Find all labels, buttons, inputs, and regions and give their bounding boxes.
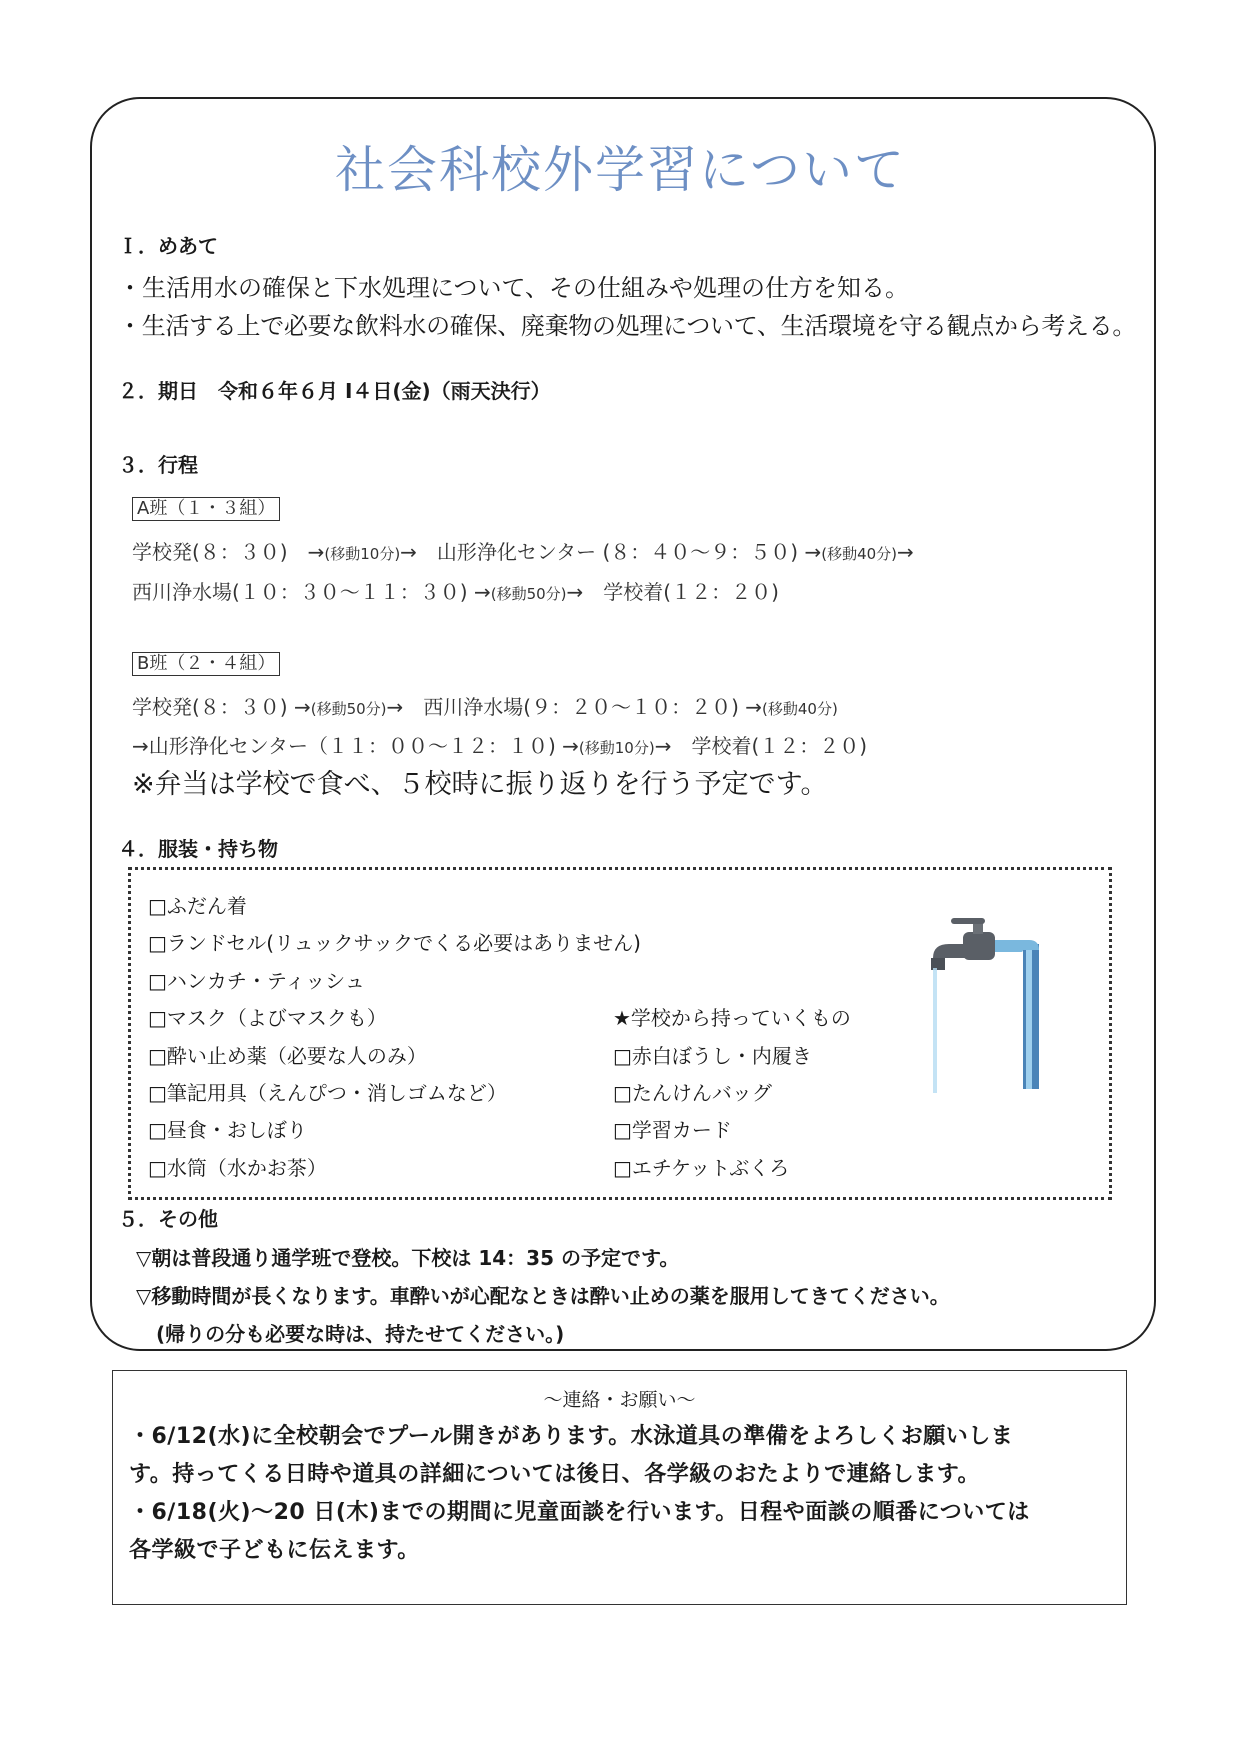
notice-title: ～連絡・お願い～ — [543, 1389, 696, 1411]
item-handkerchief: □ハンカチ・ティッシュ — [148, 969, 365, 993]
item-clothes: □ふだん着 — [148, 894, 247, 918]
item-card: □学習カード — [613, 1118, 732, 1142]
group-a-line-2: 西川浄水場(１０：３０～１１：３０) →(移動50分)→ 学校着(１２：２０) — [132, 580, 779, 604]
other-heading: ５．その他 — [118, 1207, 218, 1231]
group-b-line-2: →山形浄化センター（１１：００～１２：１０) →(移動10分)→ 学校着(１２：２０) — [132, 734, 868, 758]
other-line-1: ▽朝は普段通り通学班で登校。下校は 14：35 の予定です。 — [136, 1246, 680, 1270]
section1-heading: Ｉ．めあて — [118, 234, 218, 258]
date-heading: ２．期日 令和６年６月 I４日(金)（雨天決行） — [118, 379, 551, 403]
faucet-icon — [925, 918, 1050, 1093]
item-mask: □マスク（よびマスクも） — [148, 1006, 387, 1030]
page-title: 社会科校外学習について — [335, 141, 906, 199]
item-etiquette-bag: □エチケットぶくろ — [613, 1156, 790, 1180]
notice-line-4: 各学級で子どもに伝えます。 — [129, 1538, 420, 1563]
schedule-heading: ３．行程 — [118, 453, 198, 477]
item-lunch: □昼食・おしぼり — [148, 1118, 307, 1142]
item-bag: □たんけんバッグ — [613, 1081, 772, 1105]
lunch-note: ※弁当は学校で食べ、５校時に振り返りを行う予定です。 — [132, 769, 828, 800]
other-line-3: (帰りの分も必要な時は、持たせてください。) — [136, 1322, 565, 1346]
notice-line-1: ・6/12(水)に全校朝会でプール開きがあります。水泳道具の準備をよろしくお願いしま — [129, 1424, 1014, 1449]
group-b-line-1: 学校発(８：３０) →(移動50分)→ 西川浄水場(９：２０～１０：２０) →(移動40分) — [132, 695, 838, 719]
items-heading: ４．服装・持ち物 — [118, 837, 278, 861]
group-a-tag: A班（１・３組） — [132, 497, 280, 521]
other-line-2: ▽移動時間が長くなります。車酔いが心配なときは酔い止めの薬を服用してきてください。 — [136, 1284, 950, 1308]
group-b-tag: B班（２・４組） — [132, 652, 280, 676]
notice-line-2: す。持ってくる日時や道具の詳細については後日、各学級のおたよりで連絡します。 — [129, 1462, 981, 1487]
notice-line-3: ・6/18(火)～20 日(木)までの期間に児童面談を行います。日程や面談の順番については — [129, 1500, 1030, 1525]
item-stationery: □筆記用具（えんぴつ・消しゴムなど） — [148, 1081, 507, 1105]
goal-line-1: ・生活用水の確保と下水処理について、その仕組みや処理の仕方を知る。 — [118, 274, 910, 302]
goal-line-2: ・生活する上で必要な飲料水の確保、廃棄物の処理について、生活環境を守る観点から考える。 — [118, 312, 1137, 340]
item-medicine: □酔い止め薬（必要な人のみ） — [148, 1044, 427, 1068]
item-water-bottle: □水筒（水かお茶） — [148, 1156, 327, 1180]
item-randoseru: □ランドセル(リュックサックでくる必要はありません) — [148, 931, 641, 955]
group-a-line-1: 学校発(８：３０) →(移動10分)→ 山形浄化センター (８：４０～９：５０) →(移動40分)→ — [132, 540, 914, 564]
item-cap-shoes: □赤白ぼうし・内履き — [613, 1044, 812, 1068]
school-items-heading: ★学校から持っていくもの — [613, 1006, 851, 1030]
notice-box — [112, 1370, 1127, 1605]
